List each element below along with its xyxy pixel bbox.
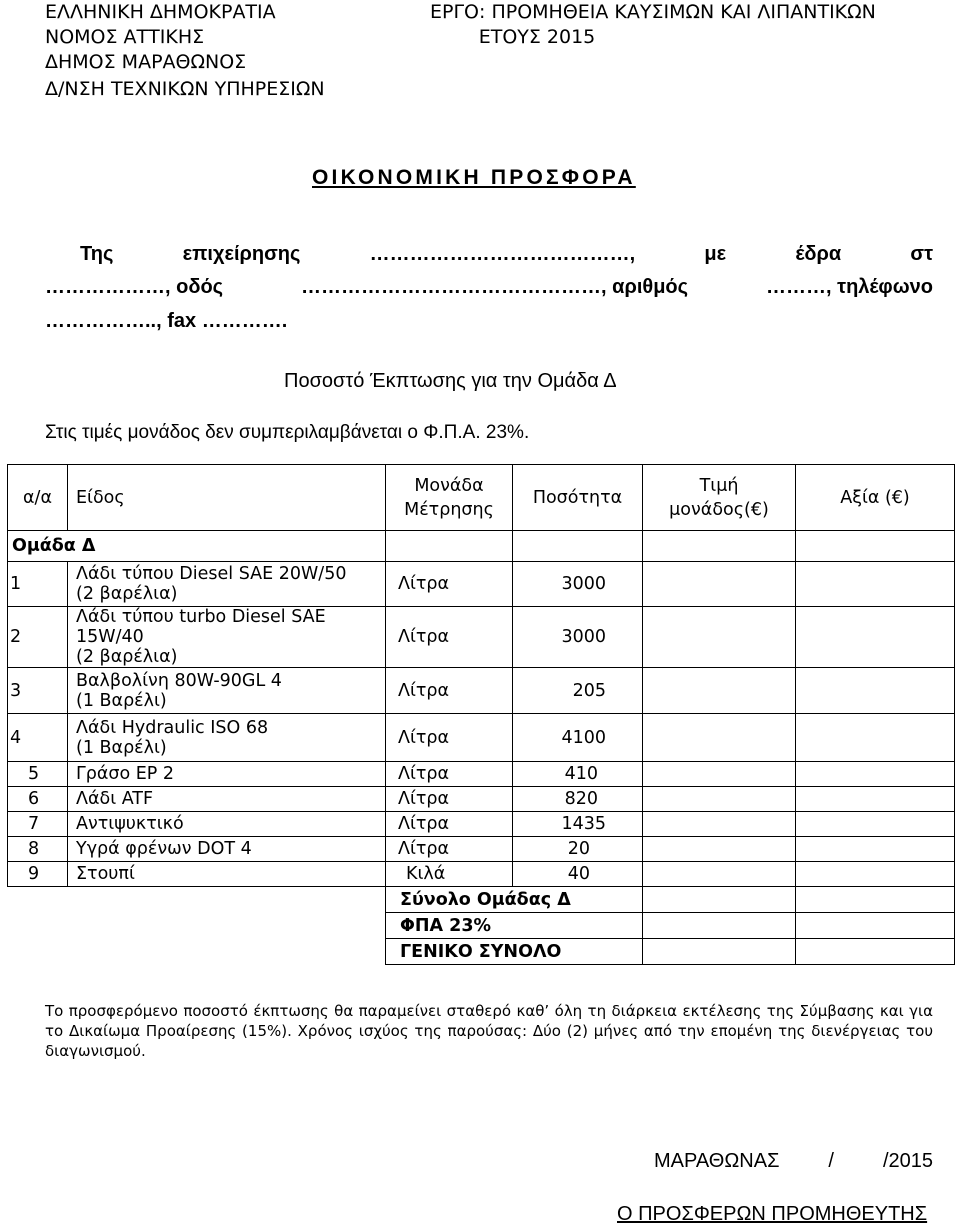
number-blank: ………………………………………, αριθμός	[301, 276, 689, 298]
row-value	[796, 787, 955, 812]
row-item: Γράσο EP 2	[68, 762, 386, 787]
row-value	[796, 812, 955, 837]
row-price	[643, 812, 796, 837]
row-item: Αντιψυκτικό	[68, 812, 386, 837]
company-line-1-word: Της	[80, 243, 114, 265]
row-item: Λάδι ATF	[68, 787, 386, 812]
header-item: Είδος	[68, 465, 386, 531]
row-price	[643, 762, 796, 787]
row-price	[643, 714, 796, 762]
company-line-1	[80, 243, 933, 266]
total-row	[8, 887, 955, 913]
grand-total-label: ΓΕΝΙΚΟ ΣΥΝΟΛΟ	[386, 939, 643, 965]
row-item-line-2: (1 Βαρέλι)	[76, 690, 167, 711]
row-qty: 820	[513, 787, 643, 812]
row-number: 7	[8, 812, 68, 837]
row-number: 3	[8, 668, 68, 714]
header-left-line-2: ΝΟΜΟΣ ΑΤΤΙΚΗΣ	[45, 26, 205, 48]
total-value-cell	[796, 887, 955, 913]
row-qty: 205	[513, 668, 643, 714]
table-row	[8, 762, 955, 787]
row-value	[796, 714, 955, 762]
row-item	[68, 562, 386, 607]
header-unit-line-2: Μέτρησης	[404, 499, 494, 520]
row-unit: Λίτρα	[386, 668, 513, 714]
street-blank: ………………, οδός	[45, 276, 224, 298]
company-line-2	[45, 276, 933, 299]
table-row	[8, 837, 955, 862]
signature-label: Ο ΠΡΟΣΦΕΡΩΝ ΠΡΟΜΗΘΕΥΤΗΣ	[617, 1203, 928, 1225]
row-value	[796, 837, 955, 862]
row-number: 5	[8, 762, 68, 787]
row-price	[643, 787, 796, 812]
row-price	[643, 562, 796, 607]
group-row	[8, 531, 955, 562]
project-title: ΕΡΓΟ: ΠΡΟΜΗΘΕΙΑ ΚΑΥΣΙΜΩΝ ΚΑΙ ΛΙΠΑΝΤΙΚΩΝ	[430, 1, 876, 23]
row-item-line-2: (2 βαρέλια)	[76, 584, 178, 604]
phone-blank: ………, τηλέφωνο	[766, 276, 933, 298]
row-number: 9	[8, 862, 68, 887]
date-year: /2015	[882, 1150, 933, 1172]
fax-line: …………….., fax ………….	[45, 310, 288, 332]
table-row	[8, 714, 955, 762]
table-row	[8, 562, 955, 607]
row-price	[643, 862, 796, 887]
grand-total-row	[8, 939, 955, 965]
project-year: ΕΤΟΥΣ 2015	[478, 26, 596, 48]
vat-label: ΦΠΑ 23%	[386, 913, 643, 939]
row-qty: 4100	[513, 714, 643, 762]
header-unit-line-1: Μονάδα	[414, 475, 484, 496]
row-qty: 20	[513, 837, 643, 862]
validity-note: Το προσφερόμενο ποσοστό έκπτωσης θα παραμείνει σταθερό καθ’ όλη τη διάρκεια εκτέλεσης της Σύμβασης και για το Δικαίωμα Προαίρεσης (15%). Χρόνος ισχύος της παρούσας: Δύο (2) μήνες από την επομένη της διενέργειας του διαγωνισμού.	[45, 1002, 933, 1060]
row-qty: 1435	[513, 812, 643, 837]
vat-row	[8, 913, 955, 939]
row-item: Στουπί	[68, 862, 386, 887]
row-price	[643, 668, 796, 714]
row-item-line-2: (1 Βαρέλι)	[76, 737, 167, 758]
row-unit: Λίτρα	[386, 714, 513, 762]
row-item-line-1: Λάδι τύπου Diesel SAE 20W/50	[76, 564, 347, 584]
company-line-1-word: στ	[910, 243, 933, 265]
row-item-line-1: Λάδι τύπου turbo Diesel SAE 15W/40	[76, 607, 326, 647]
table-row	[8, 787, 955, 812]
row-item-line-2: (2 βαρέλια)	[76, 647, 178, 667]
header-left-line-4: Δ/ΝΣΗ ΤΕΧΝΙΚΩΝ ΥΠΗΡΕΣΙΩΝ	[45, 78, 325, 100]
row-item	[68, 607, 386, 668]
header-left-line-3: ΔΗΜΟΣ ΜΑΡΑΘΩΝΟΣ	[45, 51, 247, 73]
row-price	[643, 837, 796, 862]
offer-table	[7, 464, 955, 965]
table-row	[8, 607, 955, 668]
date-separator: /	[828, 1150, 834, 1172]
row-number: 4	[8, 714, 68, 762]
row-item: Υγρά φρένων DOT 4	[68, 837, 386, 862]
header-price-line-2: μονάδος(€)	[669, 499, 769, 520]
header-price	[643, 465, 796, 531]
row-unit: Λίτρα	[386, 562, 513, 607]
company-line-1-word: έδρα	[795, 243, 842, 265]
row-item-line-1: Λάδι Hydraulic ISO 68	[76, 717, 269, 738]
company-name-blank: …………………………………,	[369, 243, 636, 265]
row-qty: 410	[513, 762, 643, 787]
vat-note: Στις τιμές μονάδος δεν συμπεριλαμβάνεται ο Φ.Π.Α. 23%.	[45, 422, 530, 443]
row-unit: Λίτρα	[386, 787, 513, 812]
place-date	[654, 1150, 933, 1173]
row-value	[796, 762, 955, 787]
vat-price-cell	[643, 913, 796, 939]
row-value	[796, 862, 955, 887]
row-unit: Λίτρα	[386, 837, 513, 862]
header-qty: Ποσότητα	[513, 465, 643, 531]
total-group-label: Σύνολο Ομάδας Δ	[386, 887, 643, 913]
row-unit: Λίτρα	[386, 812, 513, 837]
row-number: 8	[8, 837, 68, 862]
header-value: Αξία (€)	[796, 465, 955, 531]
vat-value-cell	[796, 913, 955, 939]
row-unit: Λίτρα	[386, 762, 513, 787]
document-title: ΟΙΚΟΝΟΜΙΚΗ ΠΡΟΣΦΟΡΑ	[312, 166, 636, 189]
header-left-line-1: ΕΛΛΗΝΙΚΗ ΔΗΜΟΚΡΑΤΙΑ	[45, 1, 276, 23]
total-price-cell	[643, 887, 796, 913]
table-row	[8, 862, 955, 887]
row-unit: Λίτρα	[386, 607, 513, 668]
row-price	[643, 607, 796, 668]
row-unit: Κιλά	[386, 862, 513, 887]
table-header-row	[8, 465, 955, 531]
row-value	[796, 668, 955, 714]
row-qty: 3000	[513, 562, 643, 607]
row-item-line-1: Βαλβολίνη 80W-90GL 4	[76, 670, 282, 691]
company-line-1-word: επιχείρησης	[182, 243, 301, 265]
grand-total-value-cell	[796, 939, 955, 965]
place: ΜΑΡΑΘΩΝΑΣ	[654, 1150, 780, 1172]
table-row	[8, 668, 955, 714]
row-number: 1	[8, 562, 68, 607]
row-number: 2	[8, 607, 68, 668]
header-unit	[386, 465, 513, 531]
table-row	[8, 812, 955, 837]
header-aa: α/α	[8, 465, 68, 531]
row-item	[68, 714, 386, 762]
discount-heading: Ποσοστό Έκπτωσης για την Ομάδα Δ	[284, 370, 617, 392]
group-title: Ομάδα Δ	[8, 531, 386, 562]
company-line-1-word: με	[704, 243, 727, 265]
row-qty: 3000	[513, 607, 643, 668]
row-value	[796, 562, 955, 607]
header-price-line-1: Τιμή	[699, 475, 739, 496]
grand-total-price-cell	[643, 939, 796, 965]
row-item	[68, 668, 386, 714]
row-value	[796, 607, 955, 668]
row-qty: 40	[513, 862, 643, 887]
row-number: 6	[8, 787, 68, 812]
